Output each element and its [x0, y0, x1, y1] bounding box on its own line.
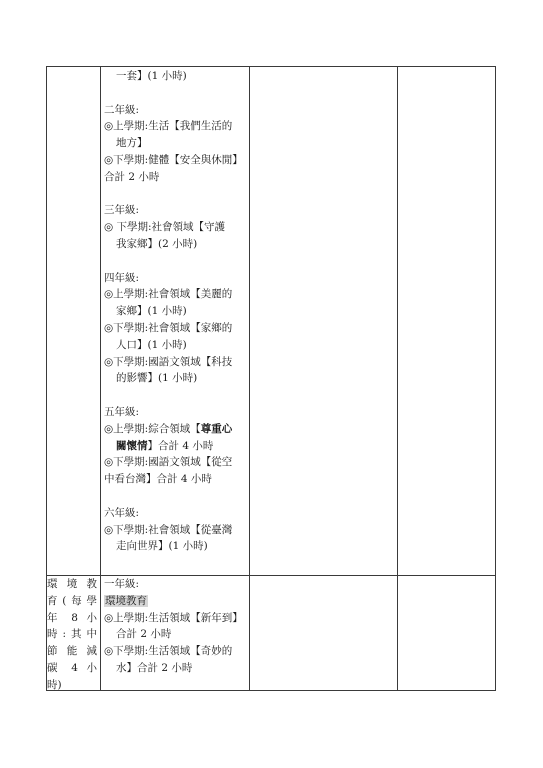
line-text: ◎ 下學期:社會領域【守護	[104, 221, 226, 234]
line-text: 中看台灣】合計 4 小時	[104, 473, 212, 486]
text-line	[104, 337, 248, 354]
table-top-border	[46, 66, 496, 67]
label-line: 時:其中	[47, 628, 97, 641]
line-text: ◎下學期:健體【安全與休閒】	[104, 153, 243, 166]
line-text: 四年級:	[104, 271, 140, 284]
line-text: ◎上學期:社會領域【美麗的	[104, 288, 233, 301]
line-text: 五年級:	[104, 405, 140, 418]
text-line	[104, 102, 248, 119]
line-text: 家鄉】(1 小時)	[116, 305, 187, 318]
column-border	[397, 66, 398, 691]
text-line	[104, 286, 248, 303]
bold-text: 尊重心	[200, 422, 233, 435]
text-line	[104, 438, 248, 455]
text-line	[104, 202, 248, 219]
label-line: 節 能 減	[47, 645, 97, 658]
text-line	[104, 522, 248, 539]
line-text: 的影響】(1 小時)	[116, 372, 198, 385]
blank-line	[104, 85, 248, 102]
highlighted-text: 環境教育	[105, 594, 147, 607]
line-text: 人口】(1 小時)	[116, 338, 187, 351]
line-text: ◎下學期:國語文領域【科技	[104, 355, 233, 368]
blank-line	[104, 488, 248, 505]
blank-line	[104, 387, 248, 404]
bold-text: 關懷情	[116, 439, 148, 452]
line-text: 走向世界】(1 小時)	[116, 540, 208, 553]
text-line	[104, 626, 248, 643]
topic-label-environment-education	[47, 576, 97, 694]
line-text: ◎下學期:國語文領域【從空	[104, 456, 233, 469]
line-text: 一套】(1 小時)	[116, 70, 187, 82]
column-border	[100, 66, 101, 691]
label-line: 年 8 小	[47, 611, 97, 624]
text-line	[104, 593, 248, 610]
curriculum-cell-row1	[104, 68, 248, 555]
line-text: ◎上學期:生活領域【新年到】	[104, 611, 243, 624]
text-line	[104, 370, 248, 387]
text-line	[104, 135, 248, 152]
text-line	[104, 219, 248, 236]
line-text: ◎下學期:社會領域【從臺灣	[104, 523, 233, 536]
line-text: ◎下學期:生活領域【奇妙的	[104, 645, 233, 658]
line-text: 一年級:	[104, 578, 140, 590]
line-text: 水】合計 2 小時	[116, 661, 193, 674]
label-line: 碳 4 小	[47, 661, 97, 674]
text-line	[104, 270, 248, 287]
blank-line	[104, 253, 248, 270]
text-line	[104, 471, 248, 488]
line-text: 地方】	[116, 137, 148, 150]
column-border	[495, 66, 496, 691]
label-line: 環 境 教	[47, 578, 97, 590]
table-bottom-border	[46, 690, 496, 691]
line-text: 】合計 4 小時	[147, 439, 214, 452]
text-line	[104, 320, 248, 337]
text-line	[104, 169, 248, 186]
text-line	[104, 454, 248, 471]
line-text: 合計 2 小時	[116, 628, 172, 641]
line-text: 三年級:	[104, 204, 140, 217]
text-line	[104, 643, 248, 660]
label-line: 育(每學	[47, 594, 97, 607]
label-line: 時)	[47, 678, 62, 691]
text-line	[104, 118, 248, 135]
text-line	[104, 68, 248, 85]
line-text: ◎上學期:生活【我們生活的	[104, 120, 233, 133]
text-line	[104, 576, 248, 593]
text-line	[104, 303, 248, 320]
text-line	[104, 538, 248, 555]
line-text: 六年級:	[104, 506, 140, 519]
column-border	[249, 66, 250, 691]
text-line	[104, 421, 248, 438]
curriculum-cell-row2	[104, 576, 248, 677]
line-text: 二年級:	[104, 103, 140, 116]
line-text: 合計 2 小時	[104, 170, 160, 183]
text-line	[104, 610, 248, 627]
text-line	[104, 505, 248, 522]
line-text: ◎上學期:綜合領域【	[104, 422, 201, 435]
blank-line	[104, 186, 248, 203]
line-text: 我家鄉】(2 小時)	[116, 237, 198, 250]
text-line	[104, 404, 248, 421]
line-text: ◎下學期:社會領域【家鄉的	[104, 321, 233, 334]
text-line	[104, 660, 248, 677]
text-line	[104, 152, 248, 169]
text-line	[104, 354, 248, 371]
text-line	[104, 236, 248, 253]
